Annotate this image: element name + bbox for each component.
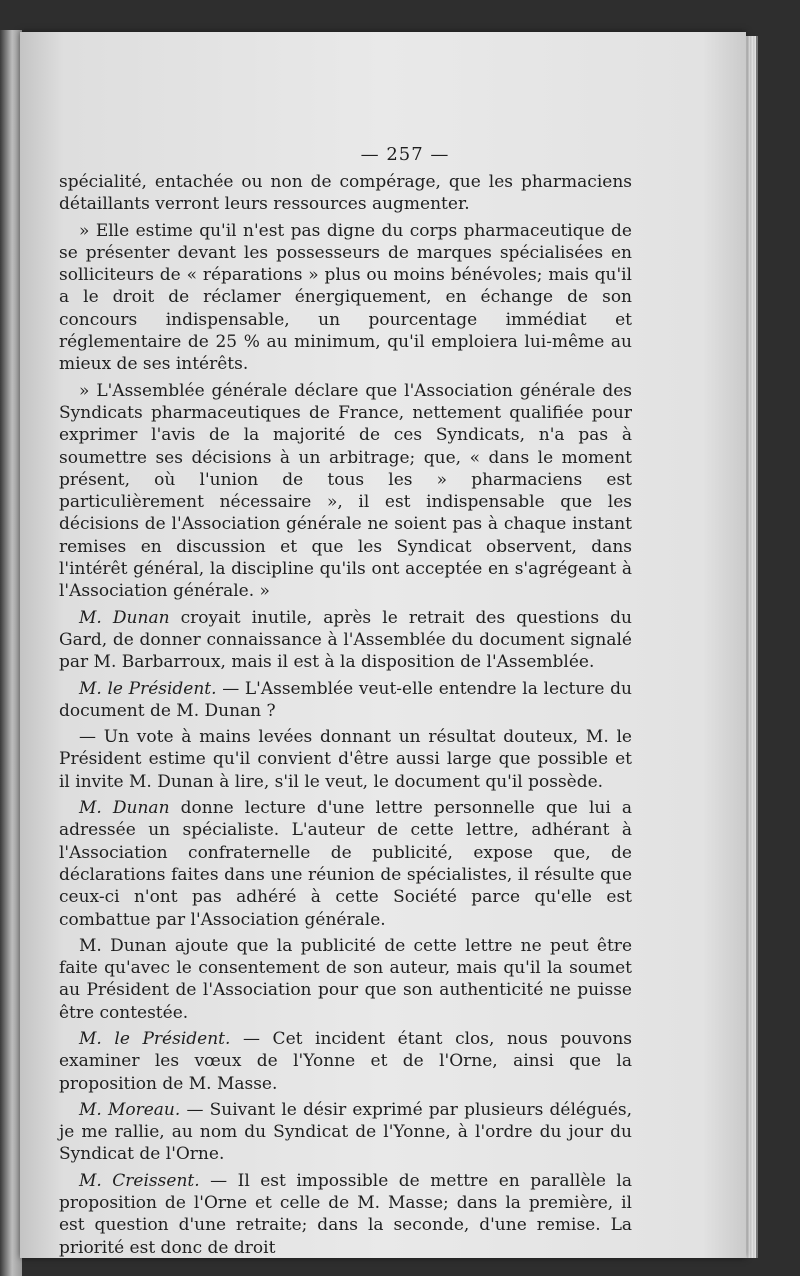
paragraph-2: » Elle estime qu'il n'est pas digne du corps pharmaceutique de se présenter devant les possesseurs de marques spécialisées en solliciteurs de « réparations » plus ou moins bénévoles; mais qu'il a le droit de réclamer énergiquement, en échange de son concours indispensable, un pourcentage immédiat et réglementaire de 25 % au minimum, qu'il emploiera lui-même au mieux de ses intérêts. (59, 220, 632, 375)
speaker-name: M. Dunan (79, 798, 170, 819)
speaker-name: M. Dunan (79, 607, 170, 628)
speaker-name: M. le Président. (79, 678, 217, 699)
paragraph-6: — Un vote à mains levées donnant un résultat douteux, M. le Président estime qu'il convient d'être aussi large que possible et il invite M. Dunan à lire, s'il le veut, le document qu'il possède. (59, 727, 632, 792)
paragraph-5: M. le Président. — L'Assemblée veut-elle entendre la lecture du document de M. Dunan ? (59, 678, 632, 721)
paragraph-3: » L'Assemblée générale déclare que l'Association générale des Syndicats pharmaceutiques de France, nettement qualifiée pour exprimer l'avis de la majorité de ces Syndicats, n'a pas à soumettre ses décisions à un arbitrage; que, « dans le moment présent, où l'union de tous les » pharmaciens est particulièrement nécessaire », il est indispensable que les décisions de l'Association générale ne soient pas à chaque instant remises en discussion et que les Syndicat observent, dans l'intérêt général, la discipline qu'ils ont acceptée en s'agrégeant à l'Association générale. » (59, 380, 632, 602)
paragraph-7: M. Dunan donne lecture d'une lettre personnelle que lui a adressée un spécialiste. L'auteur de cette lettre, adhérant à l'Association confraternelle de publicité, expose que, de déclarations faites dans une réunion de spécialistes, il résulte que ceux-ci n'ont pas adhéré à cette Société parce qu'elle est combattue par l'Association générale. (59, 798, 632, 930)
body-text (59, 171, 632, 1263)
paragraph-11: M. Creissent. — Il est impossible de mettre en parallèle la proposition de l'Orne et celle de M. Masse; dans la première, il est question d'une retraite; dans la seconde, d'une remise. La priorité est donc de droit (59, 1170, 632, 1258)
page-number: — 257 — (360, 144, 450, 165)
speaker-name: M. Creissent. (79, 1170, 200, 1191)
paragraph-4: M. Dunan croyait inutile, après le retrait des questions du Gard, de donner connaissance à l'Assemblée du document signalé par M. Barbarroux, mais il est à la disposition de l'Assemblée. (59, 607, 633, 673)
paragraph-10: M. Moreau. — Suivant le désir exprimé par plusieurs délégués, je me rallie, au nom du Syndicat de l'Yonne, à l'ordre du jour du Syndicat de l'Orne. (59, 1099, 633, 1165)
paragraph-1: spécialité, entachée ou non de compérage, que les pharmaciens détaillants verront leurs ressources augmenter. (59, 172, 632, 215)
left-page-edge (0, 30, 22, 1276)
paragraph-9: M. le Président. — Cet incident étant clos, nous pouvons examiner les vœux de l'Yonne et de l'Orne, ainsi que la proposition de M. Masse. (59, 1028, 632, 1094)
speaker-name: M. Moreau. (79, 1099, 181, 1120)
book-page (20, 32, 746, 1258)
speaker-name: M. le Président. (79, 1028, 231, 1049)
paragraph-8: M. Dunan ajoute que la publicité de cette lettre ne peut être faite qu'avec le consentement de son auteur, mais qu'il la soumet au Président de l'Association pour que son authenticité ne puisse être contestée. (59, 935, 632, 1023)
